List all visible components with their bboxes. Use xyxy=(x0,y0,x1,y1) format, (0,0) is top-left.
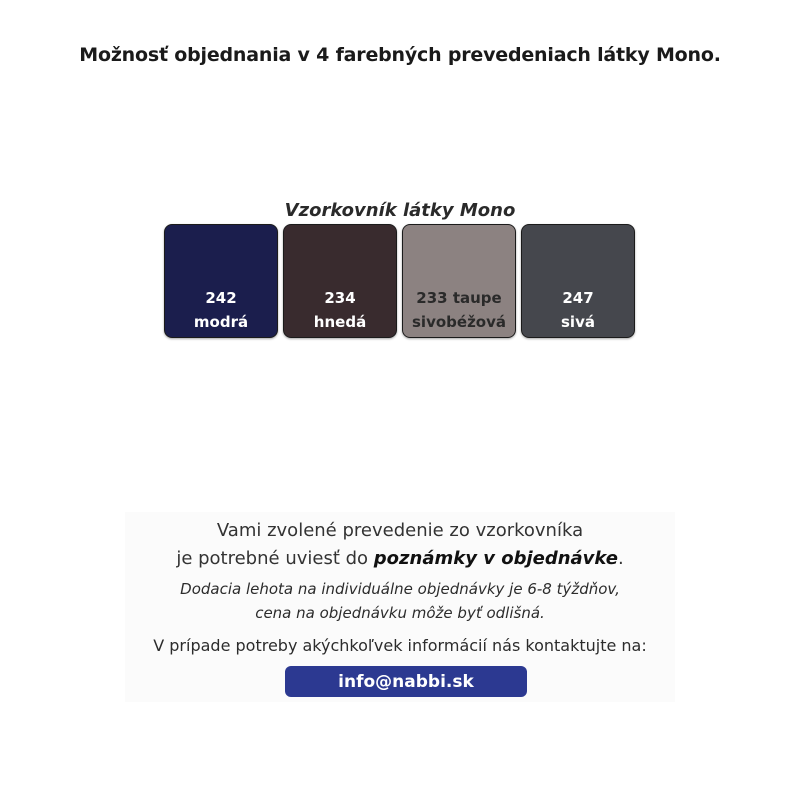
swatch-233-sivobezova xyxy=(402,224,516,338)
sampler-title: Vzorkovník látky Mono xyxy=(284,200,516,221)
price-note: cena na objednávku môže byť odlišná. xyxy=(255,604,545,622)
swatch-234-hneda xyxy=(283,224,397,338)
notice-line-2 xyxy=(125,548,675,569)
email-button[interactable]: info@nabbi.sk xyxy=(285,666,527,697)
swatch-name: sivá xyxy=(561,313,595,331)
swatch-code: 247 xyxy=(562,289,594,307)
swatch-code: 242 xyxy=(205,289,237,307)
notice-line-2-suffix: . xyxy=(617,548,624,569)
order-notice xyxy=(125,512,675,702)
swatch-name: modrá xyxy=(193,313,249,331)
order-note-emphasis: poznámky v objednávke xyxy=(373,548,618,569)
swatch-247-siva xyxy=(521,224,635,338)
page-title: Možnosť objednania v 4 farebných prevedeniach látky Mono. xyxy=(79,44,721,66)
notice-line-1: Vami zvolené prevedenie zo vzorkovníka xyxy=(216,520,584,541)
contact-prompt: V prípade potreby akýchkoľvek informácií nás kontaktujte na: xyxy=(153,636,647,655)
swatch-242-modra xyxy=(164,224,278,338)
swatch-name: hnedá xyxy=(313,313,367,331)
delivery-time-note: Dodacia lehota na individuálne objednávky je 6-8 týždňov, xyxy=(180,580,620,598)
swatch-code: 233 taupe xyxy=(416,289,502,307)
notice-line-2-prefix: je potrebné uviesť do xyxy=(176,548,374,569)
swatch-name: sivobéžová xyxy=(412,313,506,331)
swatch-code: 234 xyxy=(324,289,356,307)
swatch-grid xyxy=(164,224,636,340)
